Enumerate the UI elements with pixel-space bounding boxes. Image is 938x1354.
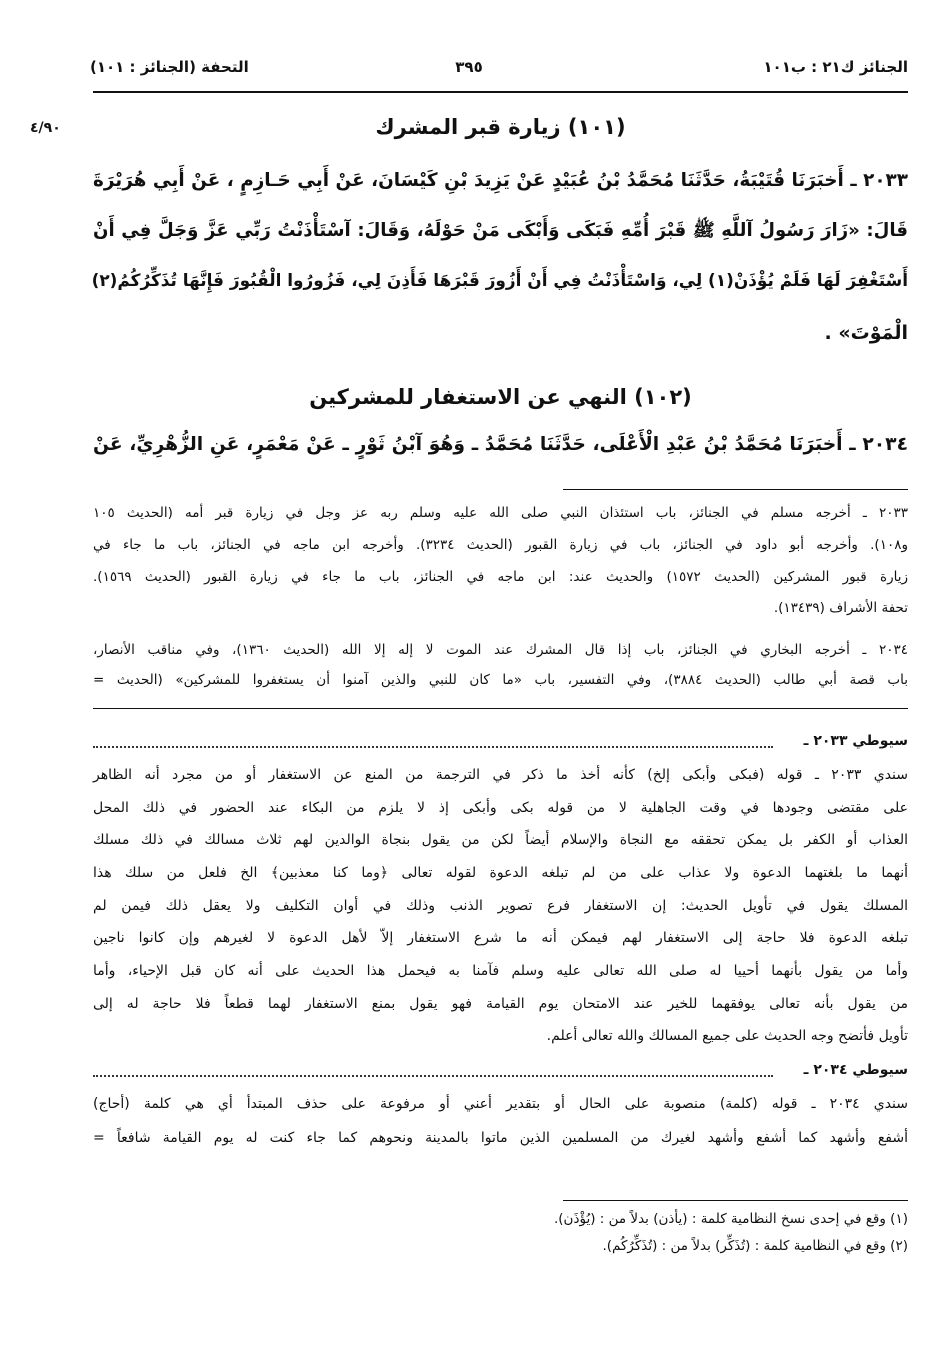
takhrij-line: ٢٠٣٣ ـ أخرجه مسلم في الجنائز، باب استئذان النبي صلى الله عليه وسلم ربه عز وجل في زيارة قبر أمه (الحديث ١٠٥ [93,505,908,521]
takhrij-line: و١٠٨). وأخرجه أبو داود في الجنائز، باب في زيارة القبور (الحديث ٣٢٣٤). وأخرجه ابن ماجه في الجنائز، باب ما جاء في [93,537,908,553]
footnote-rule [563,1200,908,1201]
commentary-line: أشفع وأشهد كما أشفع وأشهد لغيرك من المسلمين الذين ماتوا بالمدينة ونحوهم كما جاء كنت له يوم القيامة شافعاً = [93,1130,908,1146]
commentary-line: من يقول بأنه تعالى يوفقهما للخير عند الامتحان يوم القيامة فهو يقول بمنع الاستغفار لهما قطعاً فلا حاجة له إلى [93,996,908,1012]
dotted-leader [93,1075,773,1077]
commentary-line: المسلك يقول في تأويل الحديث: إن الاستغفار فرع تصوير الذنب وذلك في أوان التكليف ولا يعقل ذلك فيمن لم [93,898,908,914]
commentary-line: سندي ٢٠٣٣ ـ قوله (فبكى وأبكى إلخ) كأنه أخذ ما ذكر في الترجمة من المنع عن الاستغفار أو من مجرد أنه الظاهر [93,767,909,783]
header-rule [93,91,908,93]
takhrij-line: باب قصة أبي طالب (الحديث ٣٨٨٤)، وفي التفسير، باب «ما كان للنبي والذين آمنوا أن يستغفروا للمشركين» (الحديث = [93,672,908,688]
commentary-line: وأما من يقول بأنهما أحييا له صلى الله تعالى عليه وسلم فآمنا به فيحمل هذا الحديث على أنه كان قبل الإحياء، وأما [93,963,908,979]
hadith-2034-line: ٢٠٣٤ ـ أَخبَرَنَا مُحَمَّدُ بْنُ عَبْدِ الْأَعْلَى، حَدَّثَنَا مُحَمَّدُ ـ وَهُوَ آبْنُ ثَوْرٍ ـ عَنْ مَعْمَرٍ، عَنِ الزُّهْرِيِّ، عَنْ [93,434,908,455]
hadith-line: الْمَوْتَ» . [824,322,908,344]
commentary-line: سندي ٢٠٣٤ ـ قوله (كلمة) منصوبة على الحال أو بتقدير أعني أو مرفوعة على حذف المبتدأ أي هي كلمة (أحاج) [93,1096,908,1112]
footnote-1: (١) وقع في إحدى نسخ النظامية كلمة : (يأذن) بدلاً من : (يُؤْذَن). [553,1211,908,1227]
margin-reference: ٤/٩٠ [30,120,61,136]
takhrij-line: تحفة الأشراف (١٣٤٣٩). [773,600,908,616]
commentary-line: العذاب أو الكفر بل يمكن تحققه مع النجاة والإسلام أيضاً لكن من يقول بنجاة الوالدين لهم ثلاث مسالك في ذلك مسلك [93,832,908,848]
takhrij-line: زيارة قبور المشركين (الحديث ١٥٧٢) والحديث عند: ابن ماجه في الجنائز، باب ما جاء في زيارة القبور (الحديث ١٥٦٩). [93,569,908,585]
dotted-leader [93,746,773,748]
running-header-right: الجنائز ك٢١ : ب١٠١ [763,58,908,76]
chapter-heading-101: (١٠١) زيارة قبر المشرك [375,115,626,139]
suyuti-2034-label: سيوطي ٢٠٣٤ ـ [803,1062,908,1078]
suyuti-2033-label: سيوطي ٢٠٣٣ ـ [803,733,908,749]
commentary-line: تبلغه الدعوة فلا حاجة إلى الاستغفار لهم فيمكن أنه ما شرع الاستغفار إلاّ لأهل الدعوة لا لغيرهم وإن كانوا ناجين [93,930,908,946]
footnote-rule [563,489,908,490]
chapter-heading-102: (١٠٢) النهي عن الاستغفار للمشركين [309,385,692,409]
commentary-line: أنهما ما بلغتهما الدعوة ولا عذاب على من لم تبلغه الدعوة لقوله تعالى ﴿وما كنا معذبين﴾ الخ فلعل من سلك هذا [93,865,908,881]
commentary-line: تأويل فأتضح وجه الحديث على جميع المسالك والله تعالى أعلم. [546,1028,908,1044]
footnote-2: (٢) وقع في النظامية كلمة : (تُذَكِّر) بدلاً من : (تُذَكِّرُكُم). [602,1238,908,1254]
takhrij-line: ٢٠٣٤ ـ أخرجه البخاري في الجنائز، باب إذا قال المشرك عند الموت لا إله إلا الله (الحديث ١٣٦٠)، وفي مناقب الأنصار، [93,642,908,658]
hadith-line: قَالَ: «زَارَ رَسُولُ آللَّهِ ﷺ قَبْرَ أُمِّهِ فَبَكَى وَأَبْكَى مَنْ حَوْلَهُ، وَقَالَ: آسْتَأْذَنْتُ رَبِّي عَزَّ وَجَلَّ فِي أَنْ [93,220,908,241]
hadith-line: ٢٠٣٣ ـ أَخبَرَنَا قُتَيْبَةُ، حَدَّثَنَا مُحَمَّدُ بْنُ عُبَيْدٍ عَنْ يَزِيدَ بْنِ كَيْسَانَ، عَنْ أَبِي حَـازِمٍ ، عَنْ أَبِي هُرَيْرَةَ [93,170,908,191]
commentary-rule [93,708,908,709]
hadith-line: أَسْتَغْفِرَ لَهَا فَلَمْ يُؤْذَنْ(١) لِي، وَاسْتَأْذَنْتُ فِي أَنْ أَزُورَ قَبْرَهَا فَأَذِنَ لِي، فَزُورُوا الْقُبُورَ فَإِنَّهَا تُذَكِّرُكُمُ(٢) [91,270,908,290]
commentary-line: على مقتضى وجودها في وقت الجاهلية لا من قوله بكى وأبكى إذ لا يلزم من البكاء عند الحضور في ذلك المحل [93,800,908,816]
page-number: ٣٩٥ [455,58,483,76]
running-header-left: التحفة (الجنائز : ١٠١) [90,58,249,76]
